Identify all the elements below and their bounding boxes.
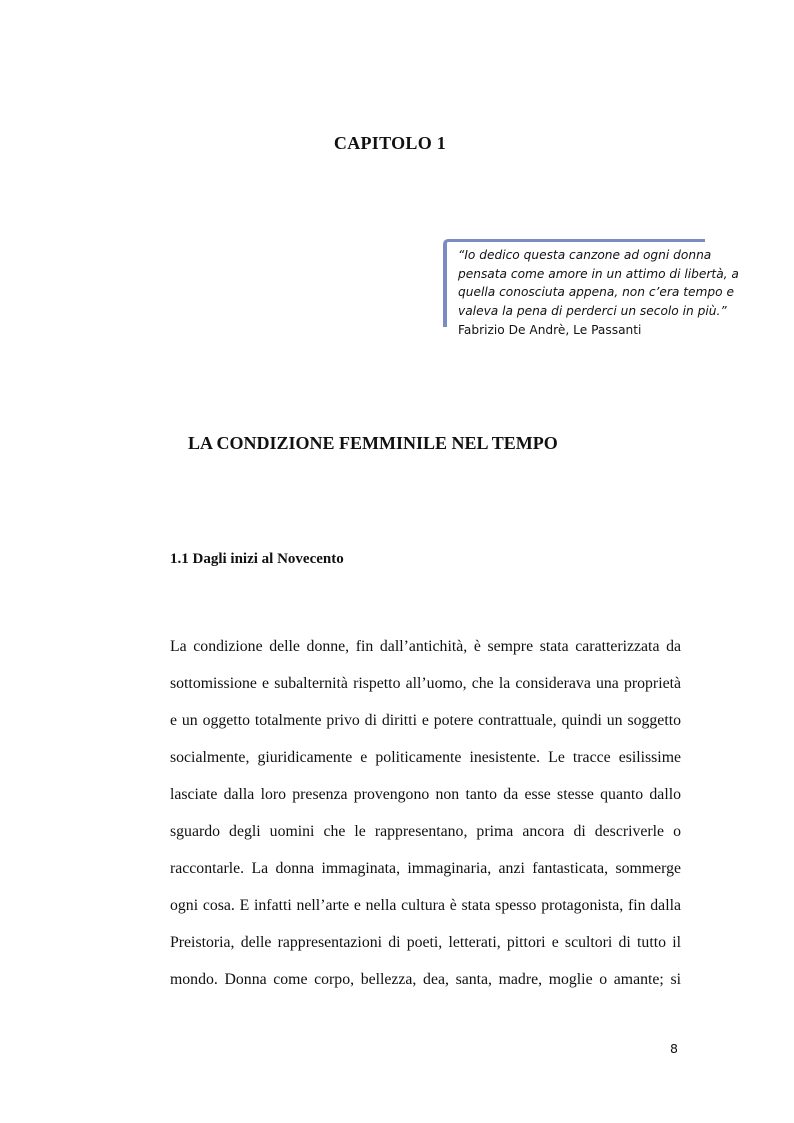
- epigraph-quote-line: pensata come amore in un attimo di libertà, a: [458, 266, 739, 281]
- body-line: ogni cosa. E infatti nell’arte e nella cultura è stata spesso protagonista, fin dalla: [170, 897, 681, 914]
- body-line: lasciate dalla loro presenza provengono non tanto da esse stesse quanto dallo: [170, 786, 681, 803]
- body-line: socialmente, giuridicamente e politicamente inesistente. Le tracce esilissime: [170, 749, 681, 766]
- epigraph-quote-line: “Io dedico questa canzone ad ogni donna: [458, 248, 712, 262]
- body-line: raccontarle. La donna immaginata, immaginaria, anzi fantasticata, sommerge: [170, 860, 681, 877]
- body-paragraph: [170, 628, 681, 998]
- epigraph-author: Fabrizio De Andrè, Le Passanti: [458, 322, 642, 337]
- body-line: sguardo degli uomini che le rappresentano, prima ancora di descriverle o: [170, 823, 681, 840]
- body-line: mondo. Donna come corpo, bellezza, dea, santa, madre, moglie o amante; si: [170, 971, 681, 988]
- subsection-title: 1.1 Dagli inizi al Novecento: [170, 551, 344, 567]
- body-line: La condizione delle donne, fin dall’antichità, è sempre stata caratterizzata da: [170, 638, 681, 655]
- epigraph-quote-line: quella conosciuta appena, non c’era tempo e: [458, 285, 734, 300]
- body-line: e un oggetto totalmente privo di diritti e potere contrattuale, quindi un soggetto: [170, 712, 681, 729]
- chapter-title: CAPITOLO 1: [333, 133, 447, 153]
- section-title: LA CONDIZIONE FEMMINILE NEL TEMPO: [188, 433, 558, 453]
- epigraph: [458, 246, 758, 340]
- page-number: 8: [670, 1041, 678, 1056]
- body-line: sottomissione e subalternità rispetto all’uomo, che la considerava una proprietà: [170, 675, 681, 692]
- epigraph-quote-line: valeva la pena di perderci un secolo in più.”: [458, 304, 727, 319]
- body-line: Preistoria, delle rappresentazioni di poeti, letterati, pittori e scultori di tutto il: [170, 934, 681, 951]
